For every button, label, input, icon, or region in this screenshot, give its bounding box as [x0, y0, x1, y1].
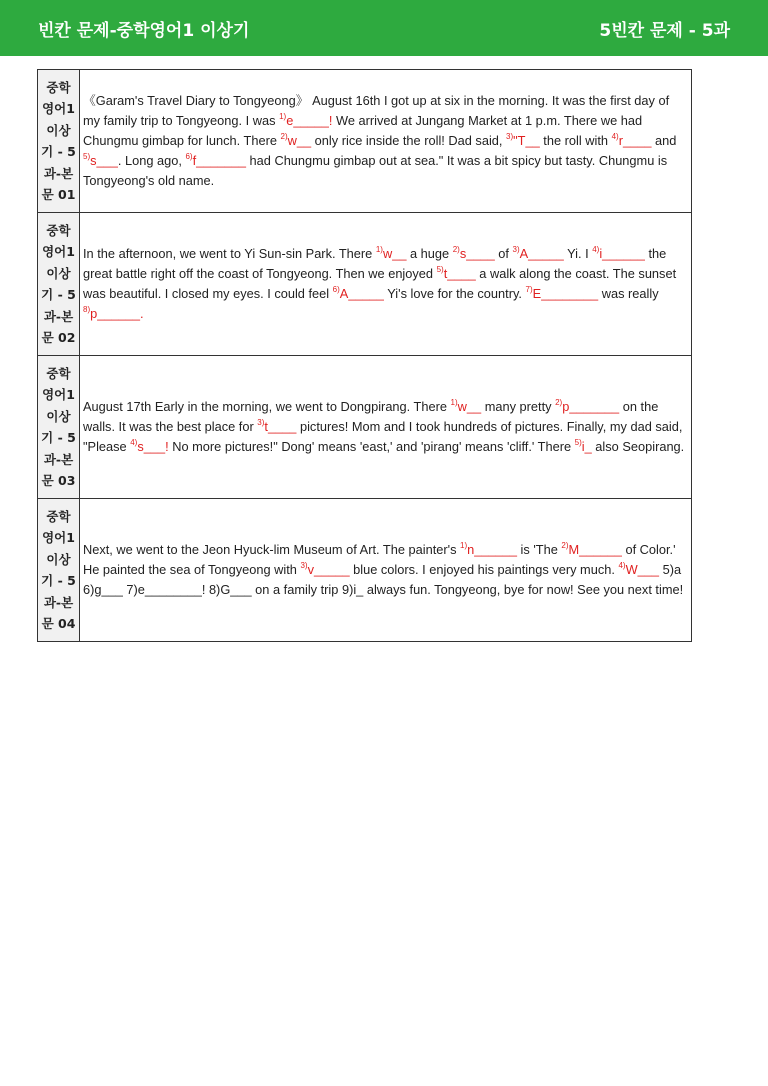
blank-answer — [612, 133, 652, 148]
page-header — [0, 0, 768, 56]
passage-segment: of — [494, 246, 513, 261]
label-line: 영어1 — [42, 244, 75, 259]
label-line: 기 - 5 — [41, 287, 76, 302]
blank-answer — [185, 153, 246, 168]
blank-hint: s____ — [459, 246, 495, 261]
question-label — [38, 356, 80, 499]
blank-number: 2) — [555, 398, 563, 407]
passage-text — [80, 499, 692, 642]
question-label — [38, 70, 80, 213]
passage-segment: August 17th Early in the morning, we went to Dongpirang. There — [83, 399, 451, 414]
header-title: 빈칸 문제-중학영어1 이상기 — [38, 20, 250, 41]
blank-answer — [506, 133, 540, 148]
blank-number: 4) — [611, 132, 619, 141]
blank-number: 5) — [436, 265, 444, 274]
blank-hint: v_____ — [307, 562, 350, 577]
blank-number: 8) — [83, 305, 91, 314]
passage-segment: was really — [598, 286, 659, 301]
blank-hint: i_ — [581, 439, 592, 454]
passage-segment: only rice inside the roll! Dad said, — [311, 133, 507, 148]
passage-segment: the roll with — [539, 133, 612, 148]
blank-number: 2) — [561, 541, 569, 550]
label-line: 이상 — [46, 122, 71, 138]
question-label — [38, 213, 80, 356]
label-line: 중학 — [46, 79, 71, 95]
blank-number: 2) — [452, 245, 460, 254]
passage-segment: of Color.' He painted the sea of Tongyeong with — [83, 542, 676, 577]
blank-hint: A_____ — [339, 286, 384, 301]
blank-answer — [130, 439, 168, 454]
blank-answer — [451, 399, 482, 414]
passage-segment: . Long ago, — [117, 153, 186, 168]
blank-hint: f_______ — [192, 153, 246, 168]
label-line: 이상 — [46, 408, 71, 424]
passage-segment: a walk along the coast. The sunset was beautiful. I closed my eyes. I could feel — [83, 266, 677, 301]
passage-segment: Yi. I — [563, 246, 593, 261]
blank-hint: e_____! — [286, 113, 333, 128]
label-line: 문 03 — [41, 473, 76, 488]
blank-number: 4) — [130, 438, 138, 447]
blank-hint: W___ — [625, 562, 660, 577]
blank-number: 3) — [512, 245, 520, 254]
label-line: 영어1 — [42, 530, 75, 545]
blank-number: 1) — [279, 112, 287, 121]
blank-hint: A_____ — [519, 246, 564, 261]
header-lesson-title: 5빈칸 문제 - 5과 — [599, 20, 730, 41]
blank-number: 7) — [525, 285, 533, 294]
blank-hint: t____ — [264, 419, 297, 434]
passage-segment: No more pictures!" Dong' means 'east,' and 'pirang' means 'cliff.' There — [168, 439, 575, 454]
passage-segment: the great battle right off the coast of Tongyeong. Then we enjoyed — [83, 246, 667, 281]
blank-number: 4) — [618, 561, 626, 570]
label-line: 중학 — [46, 508, 71, 524]
blank-number: 1) — [450, 398, 458, 407]
passage-segment: on the walls. It was the best place for — [83, 399, 659, 434]
label-line: 이상 — [46, 551, 71, 567]
blank-number: 2) — [280, 132, 288, 141]
question-row — [38, 356, 692, 499]
blank-answer — [592, 246, 645, 261]
blank-answer — [575, 439, 592, 454]
label-line: 이상 — [46, 265, 71, 281]
blank-answer — [281, 133, 312, 148]
label-line: 과-본 — [43, 308, 74, 324]
label-line: 중학 — [46, 365, 71, 381]
blank-hint: w__ — [457, 399, 482, 414]
blank-hint: s___ — [90, 153, 118, 168]
blank-answer — [279, 113, 332, 128]
passage-segment: In the afternoon, we went to Yi Sun-sin Park. There — [83, 246, 376, 261]
blank-number: 4) — [592, 245, 600, 254]
blank-number: 5) — [574, 438, 582, 447]
label-line: 기 - 5 — [41, 573, 76, 588]
passage-segment: Yi's love for the country. — [383, 286, 526, 301]
blank-hint: "T__ — [513, 133, 540, 148]
label-line: 기 - 5 — [41, 144, 76, 159]
label-line: 영어1 — [42, 101, 75, 116]
passage-segment: 《Garam's Travel Diary to Tongyeong》 August 16th I got up at six in the morning. It was the first day of my family trip to Tongyeong. I was — [83, 93, 670, 128]
passage-segment: Next, we went to the Jeon Hyuck-lim Museum of Art. The painter's — [83, 542, 461, 557]
blank-answer — [333, 286, 384, 301]
label-line: 문 02 — [41, 330, 76, 345]
blank-answer — [513, 246, 564, 261]
passage-segment: and — [651, 133, 677, 148]
passage-segment: a huge — [406, 246, 453, 261]
passage-text — [80, 213, 692, 356]
label-line: 과-본 — [43, 165, 74, 181]
blank-answer — [460, 542, 517, 557]
label-line: 문 04 — [41, 616, 76, 631]
blank-number: 1) — [375, 245, 383, 254]
passage-segment: had Chungmu gimbap out at sea." It was a bit spicy but tasty. Chungmu is Tongyeong's old name. — [83, 153, 668, 188]
blank-answer — [437, 266, 476, 281]
label-line: 문 01 — [41, 187, 76, 202]
blank-hint: p______. — [90, 306, 144, 321]
blank-answer — [83, 306, 144, 321]
blank-hint: i______ — [599, 246, 645, 261]
blank-number: 3) — [257, 418, 265, 427]
blank-number: 3) — [506, 132, 514, 141]
label-line: 중학 — [46, 222, 71, 238]
question-row — [38, 70, 692, 213]
blank-answer — [526, 286, 599, 301]
passage-text — [80, 70, 692, 213]
blank-answer — [257, 419, 296, 434]
label-line: 과-본 — [43, 594, 74, 610]
passage-segment: blue colors. I enjoyed his paintings very much. — [349, 562, 619, 577]
blank-number: 5) — [83, 152, 91, 161]
blank-answer — [618, 562, 659, 577]
question-table — [37, 69, 692, 642]
blank-answer — [561, 542, 622, 557]
blank-hint: r____ — [618, 133, 652, 148]
passage-segment: also Seopirang. — [591, 439, 685, 454]
blank-hint: w__ — [287, 133, 312, 148]
passage-segment: 5)a 6)g___ 7)e________! 8)G___ on a family trip 9)i_ always fun. Tongyeong, bye for now! See you next time! — [83, 562, 684, 597]
passage-text — [80, 356, 692, 499]
blank-number: 6) — [185, 152, 193, 161]
blank-answer — [83, 153, 118, 168]
label-line: 기 - 5 — [41, 430, 76, 445]
blank-hint: n______ — [467, 542, 517, 557]
question-label — [38, 499, 80, 642]
blank-number: 1) — [460, 541, 468, 550]
blank-hint: p_______ — [562, 399, 620, 414]
blank-hint: M______ — [568, 542, 622, 557]
blank-answer — [376, 246, 407, 261]
blank-number: 6) — [332, 285, 340, 294]
passage-segment: many pretty — [481, 399, 556, 414]
blank-hint: E________ — [532, 286, 599, 301]
blank-hint: t____ — [443, 266, 476, 281]
blank-answer — [300, 562, 349, 577]
blank-hint: w__ — [382, 246, 407, 261]
blank-answer — [453, 246, 495, 261]
label-line: 과-본 — [43, 451, 74, 467]
blank-answer — [555, 399, 619, 414]
blank-number: 3) — [300, 561, 308, 570]
question-row — [38, 213, 692, 356]
question-row — [38, 499, 692, 642]
blank-hint: s___! — [137, 439, 169, 454]
passage-segment: is 'The — [516, 542, 562, 557]
label-line: 영어1 — [42, 387, 75, 402]
passage-segment: pictures! Mom and I took hundreds of pictures. Finally, my dad said, "Please — [83, 419, 683, 454]
passage-segment: We arrived at Jungang Market at 1 p.m. There we had Chungmu gimbap for lunch. There — [83, 113, 643, 148]
